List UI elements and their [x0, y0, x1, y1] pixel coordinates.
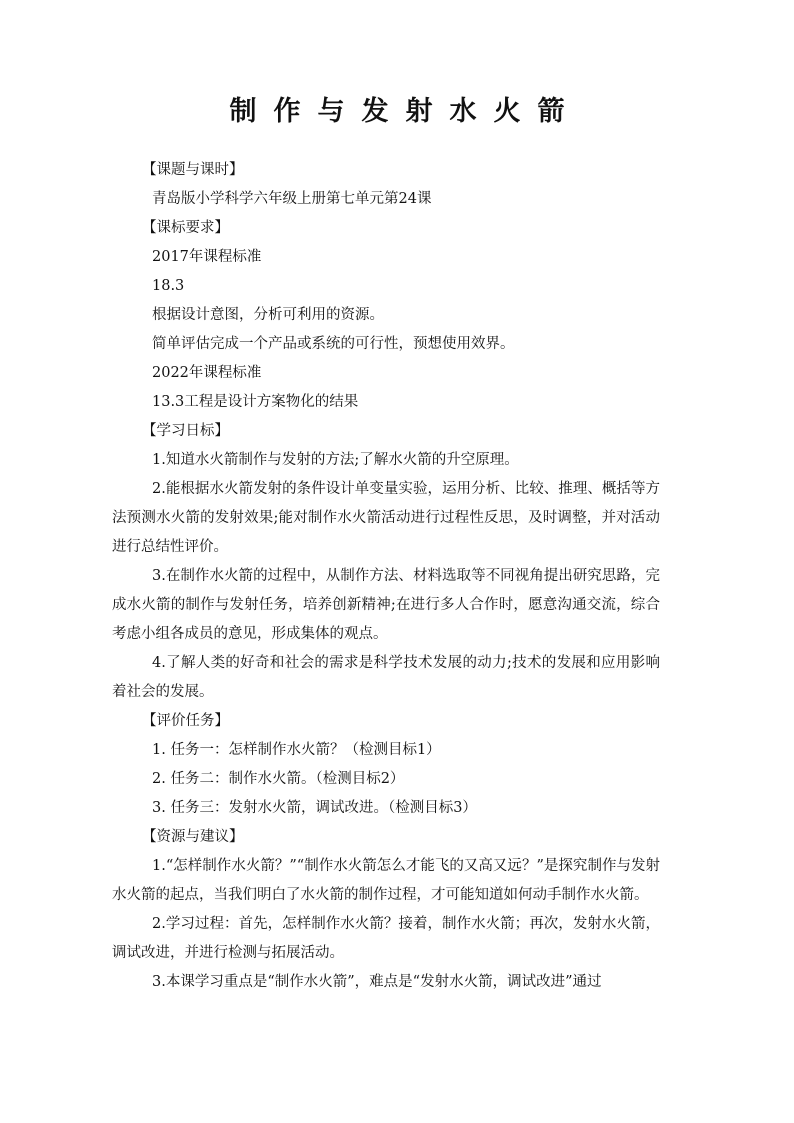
resource-paragraph: 2.学习过程：首先，怎样制作水火箭？接着，制作水火箭；再次，发射水火箭，调试改进，并进行检测与拓展活动。 — [112, 916, 660, 961]
objective-paragraph: 1.知道水火箭制作与发射的方法;了解水火箭的升空原理。 — [152, 452, 519, 468]
section-heading-tasks: 【评价任务】 — [142, 713, 229, 729]
task-item: 3. 任务三：发射水火箭，调试改进。（检测目标3） — [152, 800, 477, 816]
task-item: 2. 任务二：制作水火箭。（检测目标2） — [152, 771, 405, 787]
standards-line: 2022年课程标准 — [152, 365, 262, 381]
section-heading-topic: 【课题与课时】 — [142, 162, 244, 178]
standards-line: 简单评估完成一个产品或系统的可行性，预想使用效界。 — [152, 336, 515, 352]
section-heading-objectives: 【学习日标】 — [142, 423, 229, 439]
section-heading-resources: 【资源与建议】 — [142, 829, 244, 845]
objective-paragraph: 2.能根据水火箭发射的条件设计单变量实验，运用分析、比较、推理、概括等方法预测水火箭的发射效果;能对制作水火箭活动进行过程性反思，及时调整，并对活动进行总结性评价。 — [112, 481, 660, 555]
topic-line: 青岛版小学科学六年级上册第七单元第24课 — [152, 191, 432, 207]
standards-line: 根据设计意图，分析可利用的资源。 — [152, 307, 384, 323]
standards-line: 13.3工程是设计方案物化的结果 — [152, 394, 359, 410]
standards-line: 2017年课程标准 — [152, 249, 262, 265]
document-title: 制作与发射水火箭 — [229, 96, 582, 127]
task-item: 1. 任务一：怎样制作水火箭？（检测目标1） — [152, 742, 441, 758]
resource-paragraph: 3.本课学习重点是“制作水火箭”，难点是“发射水火箭，调试改进”通过 — [152, 974, 602, 990]
document-body — [112, 156, 660, 997]
standards-line: 18.3 — [152, 278, 185, 294]
objective-paragraph: 4.了解人类的好奇和社会的需求是科学技术发展的动力;技术的发展和应用影响着社会的发展。 — [112, 655, 660, 700]
objective-paragraph: 3.在制作水火箭的过程中，从制作方法、材料选取等不同视角提出研究思路，完成水火箭的制作与发射任务，培养创新精神;在进行多人合作时，愿意沟通交流，综合考虑小组各成员的意见，形成集体的观点。 — [112, 568, 660, 642]
resource-paragraph: 1.“怎样制作水火箭？”“制作水火箭怎么才能飞的又高又远？”是探究制作与发射水火箭的起点，当我们明白了水火箭的制作过程，才可能知道如何动手制作水火箭。 — [112, 858, 660, 903]
section-heading-standards: 【课标要求】 — [142, 220, 229, 236]
